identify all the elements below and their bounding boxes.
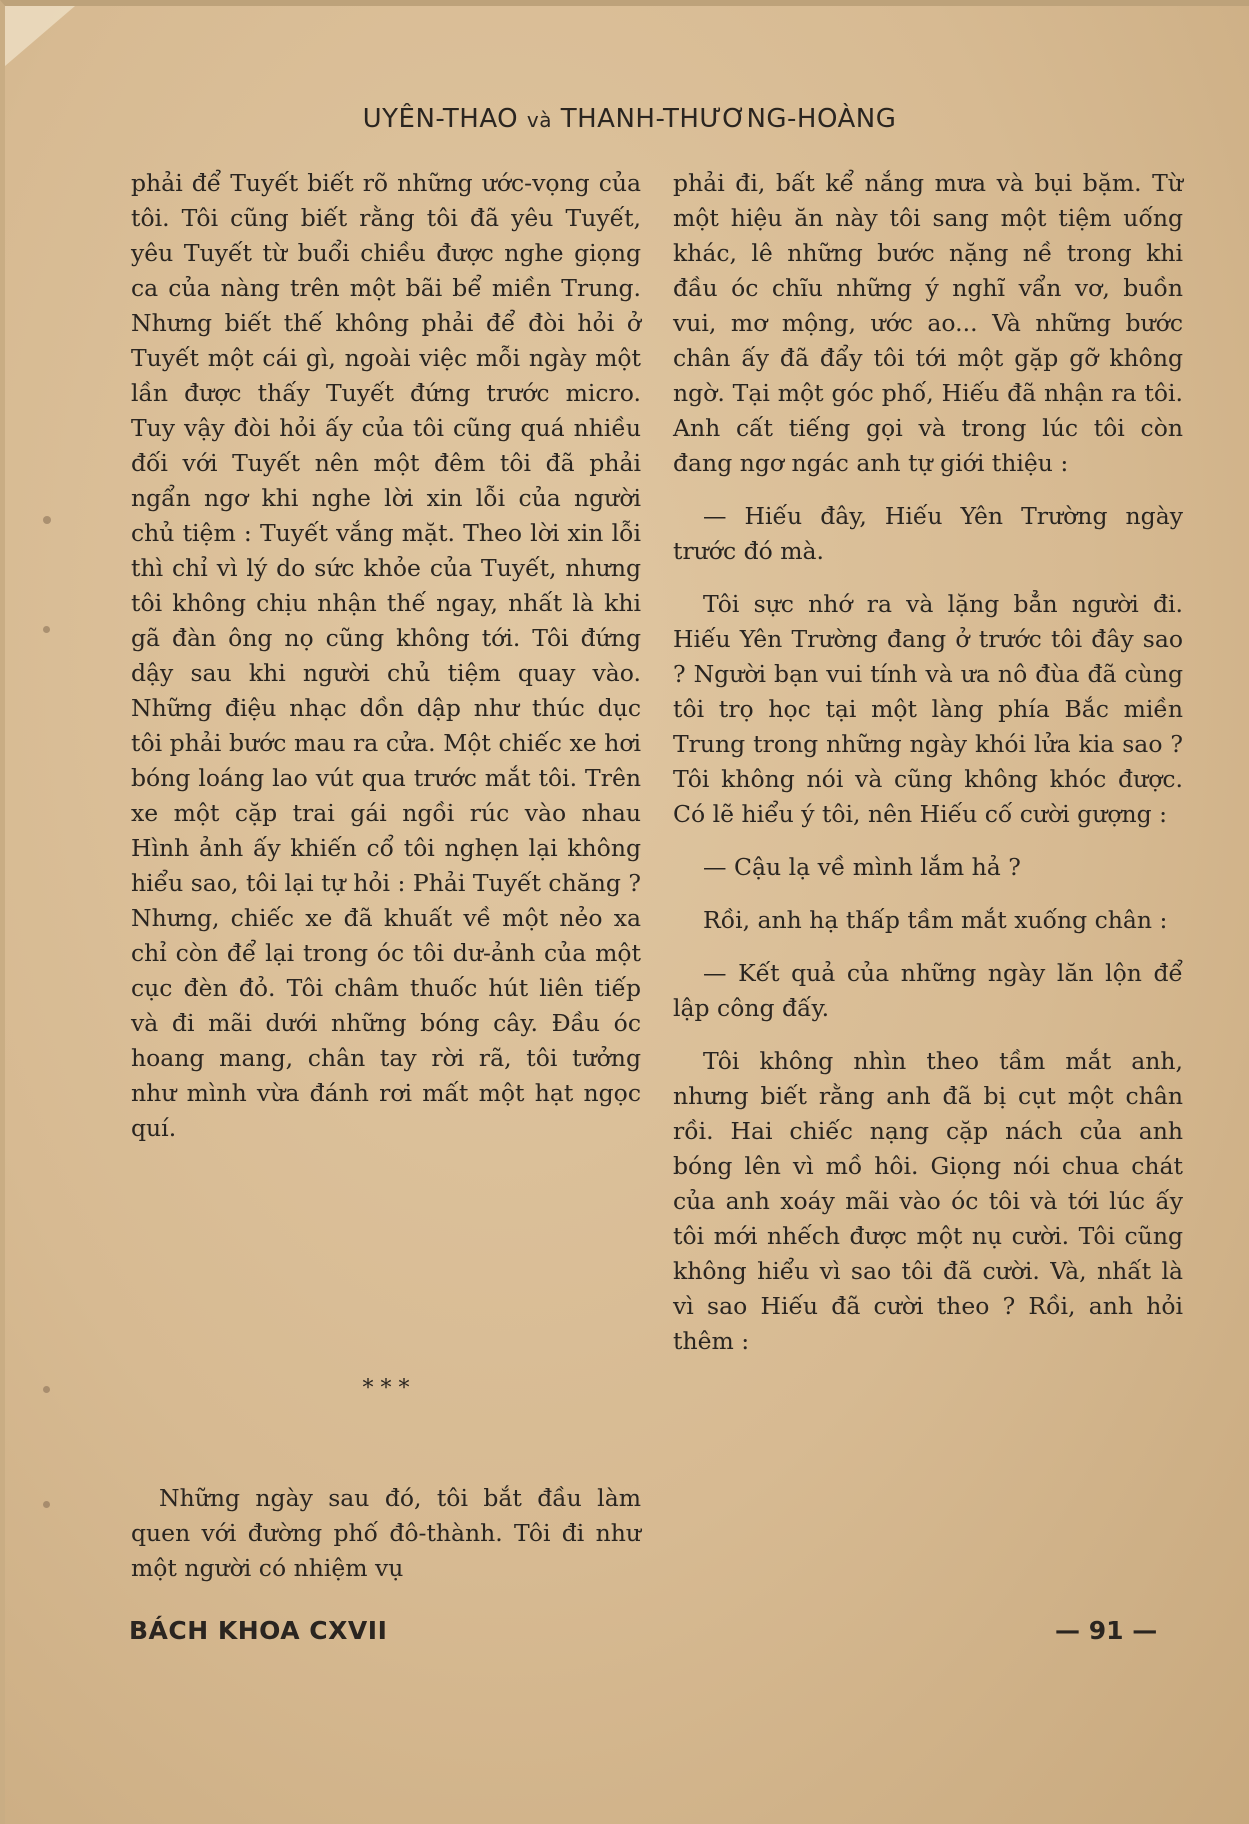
right-paragraph-3: Tôi sực nhớ ra và lặng bẳn người đi. Hiếu Yên Trường đang ở trước tôi đây sao ? Người bạn vui tính và ưa nô đùa đã cùng tôi trọ học tại một làng phía Bắc miền Trung trong những ngày khói lửa kia sao ? Tôi không nói và cũng không khóc được. Có lẽ hiểu ý tôi, nên Hiếu cố cười gượng :	[673, 590, 1183, 828]
running-header	[5, 104, 1249, 134]
left-paragraph-2: Những ngày sau đó, tôi bắt đầu làm quen với đường phố đô-thành. Tôi đi như một người có nhiệm vụ	[131, 1484, 641, 1582]
right-paragraph-1: phải đi, bất kể nắng mưa và bụi bặm. Từ một hiệu ăn này tôi sang một tiệm uống khác, lê những bước nặng nề trong khi đầu óc chĩu những ý nghĩ vẩn vơ, buồn vui, mơ mộng, ước ao... Và những bước chân ấy đã đẩy tôi tới một gặp gỡ không ngờ. Tại một góc phố, Hiếu đã nhận ra tôi. Anh cất tiếng gọi và trong lúc tôi còn đang ngơ ngác anh tự giới thiệu :	[673, 169, 1183, 477]
publication-footer: BÁCH KHOA CXVII	[129, 1616, 388, 1645]
running-title-conjunction: và	[526, 108, 552, 132]
right-paragraph-6: — Kết quả của những ngày lăn lộn để lập công đấy.	[673, 959, 1183, 1022]
page-number: — 91 —	[1055, 1616, 1158, 1645]
left-paragraph-1: phải để Tuyết biết rõ những ước-vọng của tôi. Tôi cũng biết rằng tôi đã yêu Tuyết, yêu Tuyết từ buổi chiều được nghe giọng ca của nàng trên một bãi bể miền Trung. Nhưng biết thế không phải để đòi hỏi ở Tuyết một cái gì, ngoài việc mỗi ngày một lần được thấy Tuyết đứng trước micro. Tuy vậy đòi hỏi ấy của tôi cũng quá nhiều đối với Tuyết nên một đêm tôi đã phải ngẩn ngơ khi nghe lời xin lỗi của người chủ tiệm : Tuyết vắng mặt. Theo lời xin lỗi thì chỉ vì lý do sức khỏe của Tuyết, nhưng tôi không chịu nhận thế ngay, nhất là khi gã đàn ông nọ cũng không tới. Tôi đứng dậy sau khi người chủ tiệm quay vào. Những điệu nhạc dồn dập như thúc dục tôi phải bước mau ra cửa. Một chiếc xe hơi bóng loáng lao vút qua trước mắt tôi. Trên xe một cặp trai gái ngồi rúc vào nhau Hình ảnh ấy khiến cổ tôi nghẹn lại không hiểu sao, tôi lại tự hỏi : Phải Tuyết chăng ? Nhưng, chiếc xe đã khuất về một nẻo xa chỉ còn để lại trong óc tôi dư-ảnh của một cục đèn đỏ. Tôi châm thuốc hút liên tiếp và đi mãi dưới những bóng cây. Đầu óc hoang mang, chân tay rời rã, tôi tưởng như mình vừa đánh rơi mất một hạt ngọc quí.	[131, 169, 641, 1142]
binding-hole-mark	[43, 1501, 50, 1508]
folded-corner	[5, 6, 75, 66]
binding-hole-mark	[43, 626, 50, 633]
left-column-continued	[131, 1481, 641, 1586]
binding-hole-mark	[43, 1386, 50, 1393]
section-separator: * * *	[362, 1376, 410, 1401]
running-title-authors-1: UYÊN-THAO	[362, 104, 519, 134]
right-column	[673, 166, 1183, 1377]
right-paragraph-5: Rồi, anh hạ thấp tầm mắt xuống chân :	[703, 906, 1168, 934]
right-paragraph-4: — Cậu lạ về mình lắm hả ?	[703, 853, 1021, 881]
binding-hole-mark	[43, 516, 51, 524]
running-title-authors-2: THANH-THƯƠNG-HOÀNG	[560, 104, 897, 134]
left-column	[131, 166, 641, 1146]
right-paragraph-7: Tôi không nhìn theo tầm mắt anh, nhưng biết rằng anh đã bị cụt một chân rồi. Hai chiếc nạng cặp nách của anh bóng lên vì mồ hôi. Giọng nói chua chát của anh xoáy mãi vào óc tôi và tới lúc ấy tôi mới nhếch được một nụ cười. Tôi cũng không hiểu vì sao tôi đã cười. Và, nhất là vì sao Hiếu đã cười theo ? Rồi, anh hỏi thêm :	[673, 1047, 1183, 1355]
right-paragraph-2: — Hiếu đây, Hiếu Yên Trường ngày trước đó mà.	[673, 502, 1183, 565]
